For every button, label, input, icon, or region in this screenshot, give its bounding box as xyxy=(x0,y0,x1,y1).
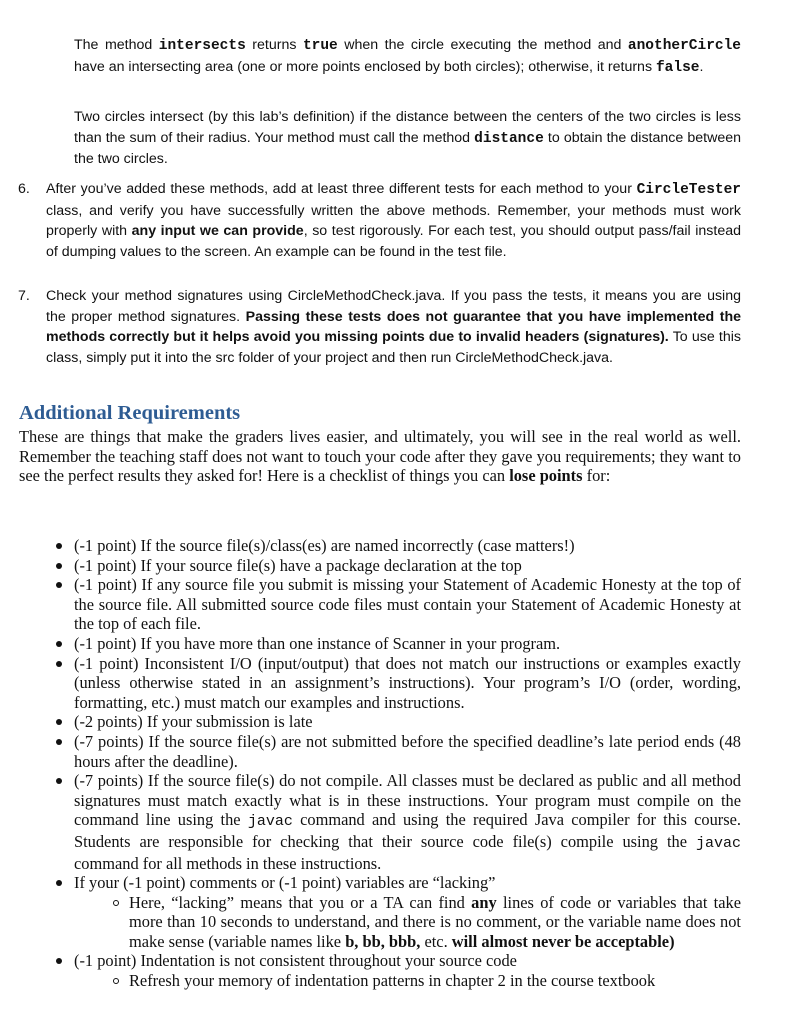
text: have an intersecting area (one or more points enclosed by both circles); otherwise, it returns xyxy=(74,58,656,75)
item-number: 6. xyxy=(18,181,30,197)
code-anotherCircle: anotherCircle xyxy=(627,38,742,54)
text: (-1 point) If any source file you submit is missing your Statement of Academic Honesty at the top of the source file. All submitted source code files must contain your Statement of Academic Honesty at the top of each file. xyxy=(74,575,741,634)
text: (-1 point) Inconsistent I/O (input/output) that does not match our instructions or examples exactly (unless otherwise stated in an assignment’s instructions). Your program’s I/O (order, wording, formatting, etc.) must match our examples and instructions. xyxy=(74,653,741,712)
bold-text: b, bb, bbb, xyxy=(345,931,421,951)
list-item xyxy=(19,575,741,634)
bullet-icon xyxy=(56,634,64,654)
bold-text: will almost never be acceptable) xyxy=(451,931,675,951)
code-CircleTester: CircleTester xyxy=(636,182,741,198)
text: lines of code or variables that take more than 10 seconds to understand, and there is no comment, or the variable name does not make sense (variable names like xyxy=(129,892,741,951)
text: Here, “lacking” means that you or a TA can find xyxy=(129,892,472,912)
sub-list-item xyxy=(19,971,741,991)
bullet-icon xyxy=(56,951,64,971)
numbered-item-7 xyxy=(18,286,741,368)
item-number: 7. xyxy=(18,288,30,304)
bold-text: lose points xyxy=(509,466,583,486)
text: to obtain the distance between the two circles. xyxy=(74,129,741,167)
list-item xyxy=(19,712,741,732)
penalty-checklist xyxy=(19,536,741,991)
list-item xyxy=(19,732,741,771)
bold-text: Passing these tests does not guarantee that you have implemented the methods correctly but it helps avoid you missing points due to invalid headers (signatures). xyxy=(46,308,741,345)
text: After you’ve added these methods, add at least three different tests for each method to your xyxy=(46,181,637,197)
list-item xyxy=(19,536,741,556)
text: command and using the required Java compiler for this course. Students are responsible for checking that their source code file(s) compile using the xyxy=(74,810,741,851)
text: To use this class, simply put it into the src folder of your project and then run CircleMethodCheck.java. xyxy=(46,329,741,366)
list-item xyxy=(19,951,741,971)
text: . xyxy=(699,58,704,75)
code-javac: javac xyxy=(247,813,293,831)
item-text xyxy=(46,286,741,368)
item-text xyxy=(46,179,741,262)
text: (-1 point) If you have more than one instance of Scanner in your program. xyxy=(74,633,561,653)
list-item xyxy=(19,634,741,654)
intersects-description xyxy=(74,35,741,78)
section-intro xyxy=(19,427,741,486)
text: (-7 points) If the source file(s) are not submitted before the specified deadline’s late period ends (48 hours after the deadline). xyxy=(74,731,741,771)
bold-text: any input we can provide xyxy=(131,223,304,239)
code-true: true xyxy=(302,38,338,54)
text: (-7 points) If the source file(s) do not compile. All classes must be declared as public and all method signatures must match exactly what is in these instructions. Your program must compile on the command line using the xyxy=(74,771,741,830)
text: Refresh your memory of indentation patterns in chapter 2 in the course textbook xyxy=(129,971,656,991)
bullet-icon xyxy=(56,575,64,595)
code-intersects: intersects xyxy=(158,38,246,54)
bullet-icon xyxy=(56,536,64,556)
hollow-bullet-icon xyxy=(113,893,121,913)
section-heading: Additional Requirements xyxy=(19,402,241,424)
code-javac: javac xyxy=(695,834,741,852)
bullet-icon xyxy=(56,873,64,893)
text: , so test rigorously. For each test, you should output pass/fail instead of dumping values to the screen. An example can be found in the test file. xyxy=(46,223,741,260)
bullet-icon xyxy=(56,654,64,674)
numbered-item-6 xyxy=(18,179,741,262)
list-item xyxy=(19,771,741,873)
text: returns xyxy=(245,37,303,53)
text: (-1 point) Indentation is not consistent throughout your source code xyxy=(74,951,517,971)
sub-list-item xyxy=(19,893,741,952)
text: class, and verify you have successfully written the above methods. Remember, your methods must work properly with xyxy=(46,202,741,239)
text: Two circles intersect (by this lab’s definition) if the distance between the centers of the two circles is less than the sum of their radius. Your method must call the method xyxy=(74,109,741,146)
code-distance: distance xyxy=(474,130,544,147)
text: etc. xyxy=(420,931,452,951)
text: for: xyxy=(582,466,611,486)
bullet-icon xyxy=(56,771,64,791)
text: Check your method signatures using CircleMethodCheck.java. If you pass the tests, it means you are using the proper method signatures. xyxy=(46,288,741,325)
text: when the circle executing the method and xyxy=(337,37,628,53)
text: These are things that make the graders lives easier, and ultimately, you will see in the real world as well. Remember the teaching staff does not want to touch your code after they gave you requirements; they want to see the perfect results they asked for! Here is a checklist of things you can xyxy=(19,427,741,486)
bullet-icon xyxy=(56,732,64,752)
bullet-icon xyxy=(56,712,64,732)
hollow-bullet-icon xyxy=(113,971,121,991)
text: The method xyxy=(74,37,159,53)
text: If your (-1 point) comments or (-1 point) variables are “lacking” xyxy=(74,873,496,893)
list-item xyxy=(19,556,741,576)
code-false: false xyxy=(655,59,700,76)
list-item xyxy=(19,873,741,893)
bold-text: any xyxy=(471,892,497,912)
text: (-2 points) If your submission is late xyxy=(74,712,313,732)
bullet-icon xyxy=(56,556,64,576)
text: command for all methods in these instructions. xyxy=(74,853,382,873)
text: (-1 point) If your source file(s) have a package declaration at the top xyxy=(74,555,522,575)
list-item xyxy=(19,654,741,713)
text: (-1 point) If the source file(s)/class(es) are named incorrectly (case matters!) xyxy=(74,536,575,555)
intersect-definition xyxy=(74,107,741,170)
